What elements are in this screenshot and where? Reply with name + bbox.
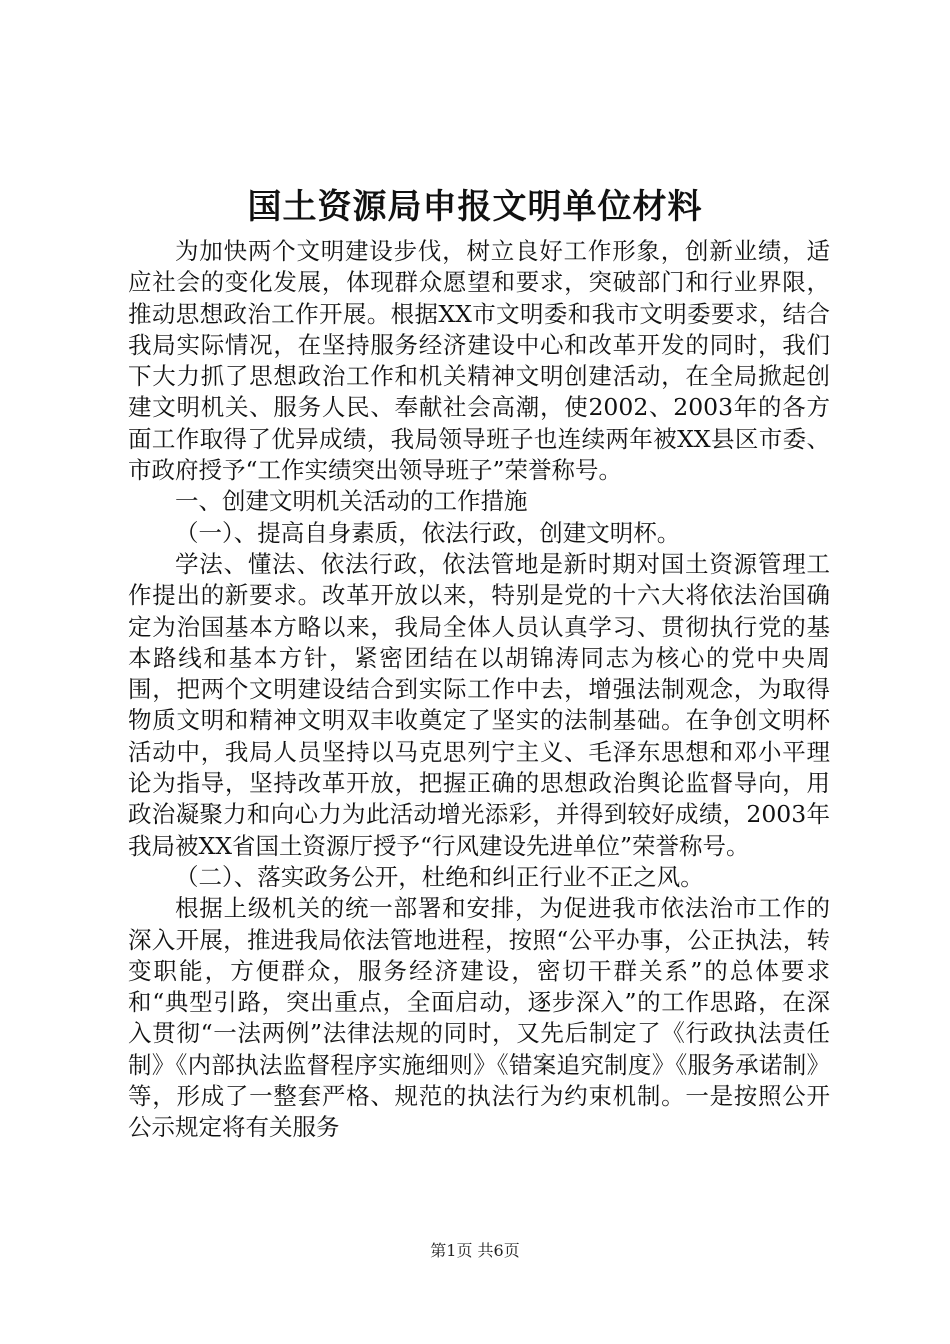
page-footer: 第1页 共6页 xyxy=(430,1241,520,1260)
section-heading-1: 一、创建文明机关活动的工作措施 xyxy=(175,487,528,516)
subsection-heading-2: （二）、落实政务公开，杜绝和纠正行业不正之风。 xyxy=(175,862,704,891)
paragraph-subsection-2: 根据上级机关的统一部署和安排，为促进我市依法治市工作的深入开展，推进我局依法管地进程，按照“公平办事，公正执法，转变职能，方便群众，服务经济建设，密切干群关系”的总体要求和“典型引路，突出重点，全面启动，逐步深入”的工作思路，在深入贯彻“一法两例”法律法规的同时，又先后制定了《行政执法责任制》《内部执法监督程序实施细则》《错案追究制度》《服务承诺制》等，形成了一整套严格、规范的执法行为约束机制。一是按照公开公示规定将有关服务 xyxy=(128,894,830,1142)
document-title: 国土资源局申报文明单位材料 xyxy=(247,187,703,227)
subsection-heading-1: （一）、提高自身素质，依法行政，创建文明杯。 xyxy=(175,518,681,547)
paragraph-subsection-1: 学法、懂法、依法行政，依法管地是新时期对国土资源管理工作提出的新要求。改革开放以来，特别是党的十六大将依法治国确定为治国基本方略以来，我局全体人员认真学习、贯彻执行党的基本路线和基本方针，紧密团结在以胡锦涛同志为核心的党中央周围，把两个文明建设结合到实际工作中去，增强法制观念，为取得物质文明和精神文明双丰收奠定了坚实的法制基础。在争创文明杯活动中，我局人员坚持以马克思列宁主义、毛泽东思想和邓小平理论为指导，坚持改革开放，把握正确的思想政治舆论监督导向，用政治凝聚力和向心力为此活动增光添彩，并得到较好成绩，2003年我局被XX省国土资源厅授予“行风建设先进单位”荣誉称号。 xyxy=(128,549,830,860)
document-body xyxy=(128,236,830,1144)
paragraph-intro: 为加快两个文明建设步伐，树立良好工作形象，创新业绩，适应社会的变化发展，体现群众愿望和要求，突破部门和行业界限，推动思想政治工作开展。根据XX市文明委和我市文明委要求，结合我局实际情况，在坚持服务经济建设中心和改革开发的同时，我们下大力抓了思想政治工作和机关精神文明创建活动，在全局掀起创建文明机关、服务人民、奉献社会高潮，使2002、2003年的各方面工作取得了优异成绩，我局领导班子也连续两年被XX县区市委、市政府授予“工作实绩突出领导班子”荣誉称号。 xyxy=(128,237,830,485)
